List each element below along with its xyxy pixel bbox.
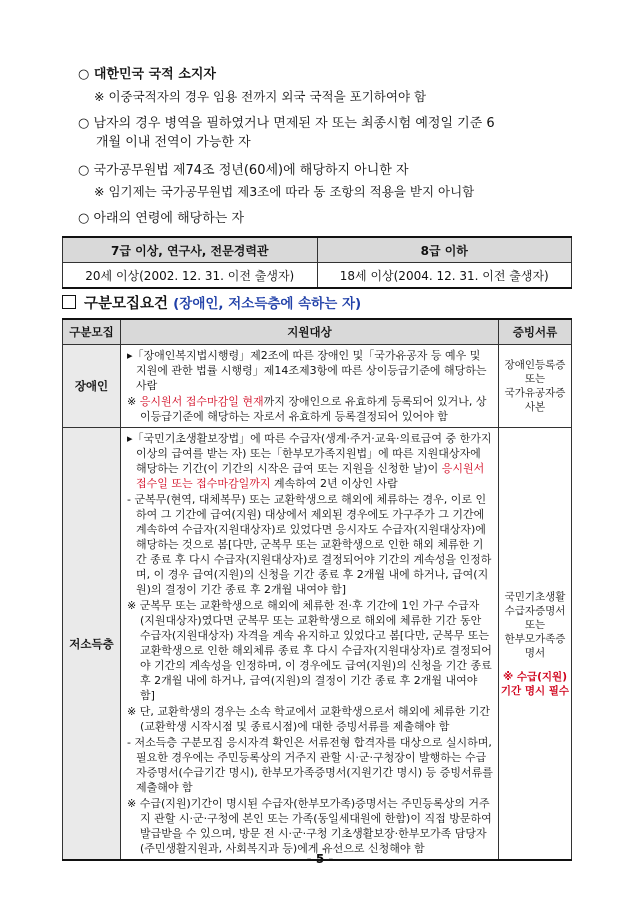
- disabled-note-deadline: 응시원서 접수마감일 현재: [139, 395, 264, 408]
- disabled-note: ※ 응시원서 접수마감일 현재까지 장애인으로 유효하게 등록되어 있거나, 상이등급기준에 해당하는 자로서 유효하게 등록결정되어 있어야 함: [127, 395, 487, 423]
- requirement-nationality: [78, 66, 216, 84]
- section-heading: [62, 292, 361, 313]
- low-income-deadline: 응시원서 접수일 또는 접수마감일까지: [136, 462, 485, 490]
- disabled-item: ▸「장애인복지법시행령」제2조에 따른 장애인 및「국가유공자 등 예우 및 지원에 관한 법률 시행령」제14조제3항에 따른 상이등급기준에 해당하는 사람: [127, 349, 487, 392]
- low-income-item-main: ▸「국민기초생활보장법」에 따른 수급자(생계·주거·교육·의료급여 중 한가지 이상의 급여를 받는 자) 또는「한부모가족지원법」에 따른 지원대상자에 해당하는 기간(이 기간의 시작은 급여 또는 지원을 신청한 날)이 응시원서 접수일 또는 접수마감일까지 계속하여 2년 이상인 사람: [127, 432, 492, 490]
- docs-disabled: 장애인등록증 또는 국가유공자증 사본: [499, 345, 572, 428]
- requirement-age: [78, 210, 244, 228]
- age-header-8: 8급 이하: [317, 237, 572, 263]
- category-disabled: 장애인: [63, 345, 121, 428]
- separate-recruitment-table: [62, 318, 572, 861]
- eligibility-low-income: [121, 428, 499, 861]
- note-fixed-term: ※ 임기제는 국가공무원법 제3조에 따라 동 조항의 적용을 받지 아니함: [94, 184, 475, 199]
- header-eligibility: 지원대상: [121, 319, 499, 345]
- header-category: 구분모집: [63, 319, 121, 345]
- low-income-note-certificate: ※ 수급(지원)기간이 명시된 수급자(한부모가족)증명서는 주민등록상의 거주지 관할 시·군·구청에 본인 또는 가족(동일세대원에 한함)이 직접 방문하여 발급받을 수 있으며, 방문 전 시·군·구청 기초생활보장·한부모가족 담당자(주민생활지원과, 사회복지과 등)에게 유선으로 신청해야 함: [127, 797, 492, 855]
- low-income-note-single-household: ※ 군복무 또는 교환학생으로 해외에 체류한 전·후 기간에 1인 가구 수급자(지원대상자)였다면 군복무 또는 교환학생으로 해외에 체류한 기간 동안 수급자(지원대상자) 자격을 계속 유지하고 있었다고 봄[다만, 군복무 또는 교환학생으로 인한 해외체류 종료 후 다시 수급자(지원대상자)로 결정되어야 기간의 계속성을 인정하며, 이 경우에도 급여(지원)의 신청을 기간 종료 후 2개월 내에 하거나, 급여(지원)의 결정이 기간 종료 후 2개월 내여야 함]: [127, 599, 492, 702]
- requirement-age-text: ○ 아래의 연령에 해당하는 자: [78, 211, 245, 226]
- docs-low-income-text: 국민기초생활 수급자증명서 또는 한부모가족증 명서: [504, 590, 566, 659]
- eligibility-disabled: [121, 345, 499, 428]
- age-value-7: 20세 이상(2002. 12. 31. 이전 출생자): [63, 263, 318, 289]
- age-table: [62, 236, 572, 289]
- requirement-military-text: ○ 남자의 경우 병역을 필하였거나 면제된 자 또는 최종시험 예정일 기준 6: [78, 116, 495, 131]
- requirement-retirement-age: [78, 162, 409, 180]
- section-title: 구분모집요건: [84, 296, 169, 312]
- age-header-7: 7급 이상, 연구사, 전문경력관: [63, 237, 318, 263]
- low-income-item-military: - 군복무(현역, 대체복무) 또는 교환학생으로 해외에 체류하는 경우, 이로 인하여 그 기간에 급여(지원) 대상에서 제외된 경우에도 가구주가 그 기간에 계속하여 수급자(지원대상자)로 있었다면 응시자도 수급자(지원대상자)에 해당하는 것으로 봄[다만, 군복무 또는 교환학생으로 인한 해외 체류한 기간 종료 후 다시 수급자(지원대상자)로 결정되어야 기간의 계속성을 인정하며, 이 경우 급여(지원)의 신청을 기간 종료 후 2개월 내에 하거나, 급여(지원)의 결정이 기간 종료 후 2개월 내여야 함]: [127, 493, 492, 596]
- page-number: - 5 -: [306, 852, 334, 866]
- row-low-income: [63, 428, 572, 861]
- requirement-military-cont: 개월 이내 전역이 가능한 자: [96, 135, 251, 150]
- category-low-income: 저소득층: [63, 428, 121, 861]
- square-bullet-icon: [62, 295, 76, 309]
- age-value-8: 18세 이상(2004. 12. 31. 이전 출생자): [317, 263, 572, 289]
- docs-low-income: [499, 428, 572, 861]
- requirement-nationality-text: ○ 대한민국 국적 소지자: [78, 67, 216, 82]
- docs-low-income-note: ※ 수급(지원) 기간 명시 필수: [500, 670, 570, 697]
- section-subtitle: (장애인, 저소득층에 속하는 자): [173, 296, 362, 312]
- low-income-item-verification: - 저소득층 구분모집 응시자격 확인은 서류전형 합격자를 대상으로 실시하며, 필요한 경우에는 주민등록상의 거주지 관할 시·군·구청장이 발행하는 수급자증명서(수급기간 명시), 한부모가족증명서(지원기간 명시) 등 증빙서류를 제출해야 함: [127, 736, 493, 794]
- row-disabled: [63, 345, 572, 428]
- note-dual-nationality: ※ 이중국적자의 경우 임용 전까지 외국 국적을 포기하여야 함: [94, 89, 427, 104]
- low-income-note-exchange: ※ 단, 교환학생의 경우는 소속 학교에서 교환학생으로서 해외에 체류한 기간(교환학생 시작시점 및 종료시점)에 대한 증빙서류를 제출해야 함: [127, 705, 490, 733]
- requirement-retirement-text: ○ 국가공무원법 제74조 정년(60세)에 해당하지 아니한 자: [78, 163, 409, 178]
- requirement-military: [78, 115, 495, 133]
- header-documents: 증빙서류: [499, 319, 572, 345]
